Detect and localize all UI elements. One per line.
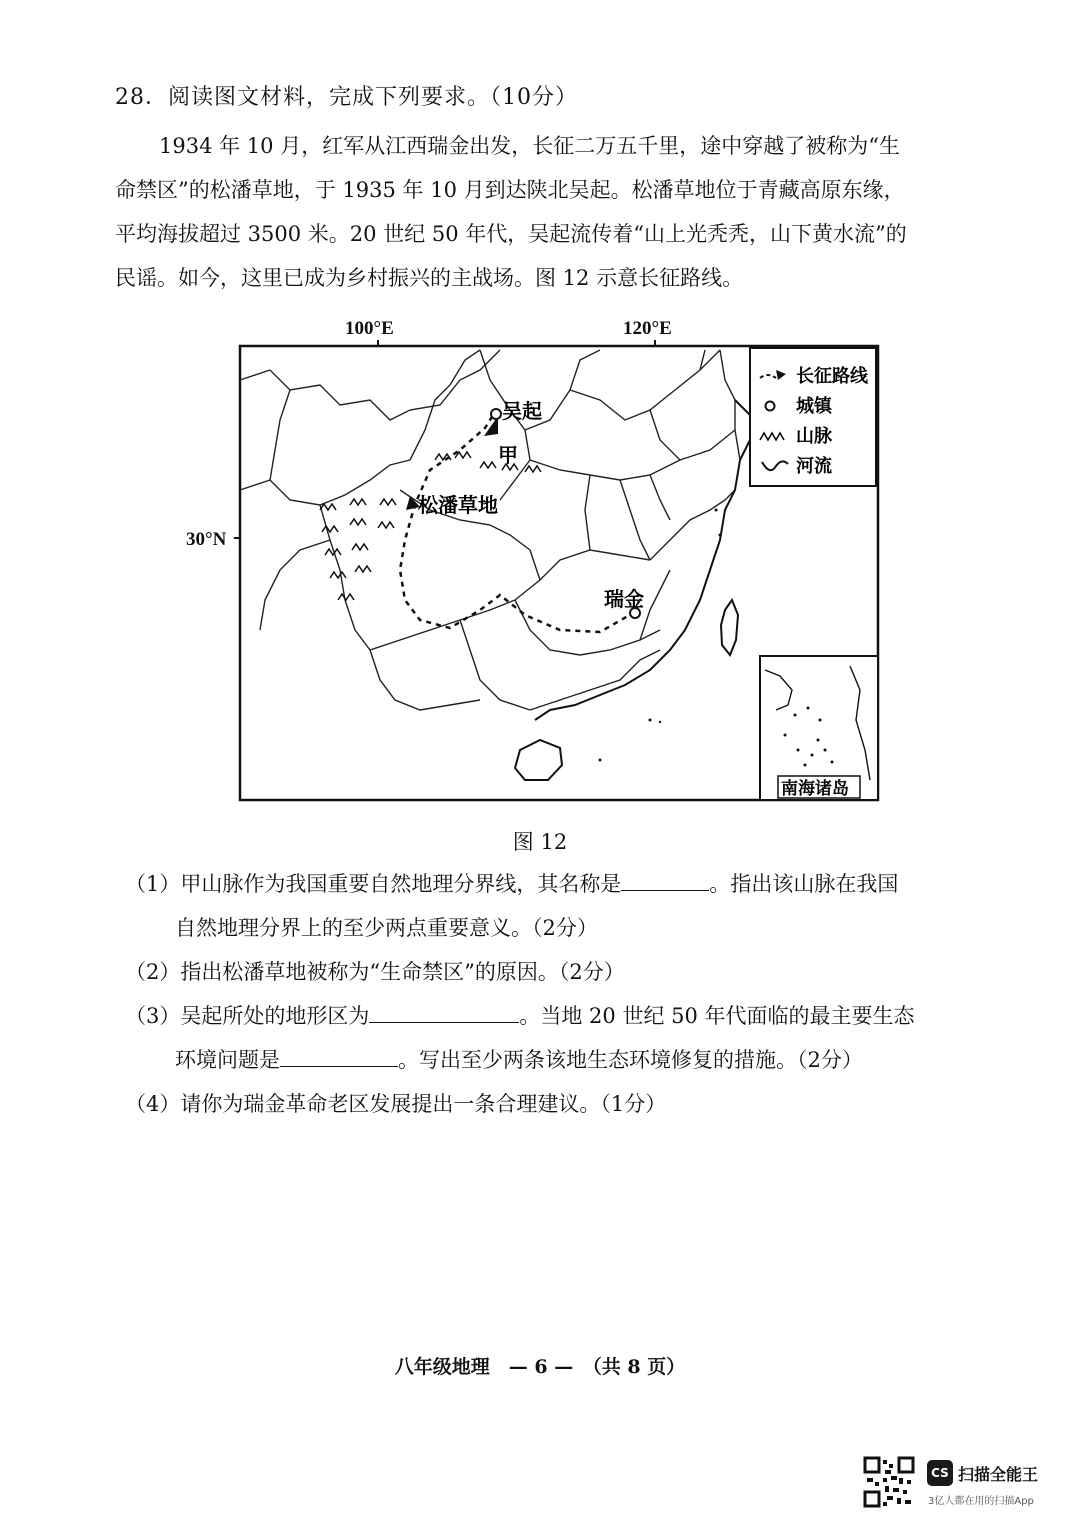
- question-3-text-c: 环境问题是: [175, 1048, 280, 1072]
- question-1-text-b: 。指出该山脉在我国: [709, 872, 899, 896]
- question-3-text-a: （3）吴起所处的地形区为: [125, 1004, 370, 1028]
- legend-label-mountain: 山脉: [796, 426, 832, 447]
- question-4: （4）请你为瑞金革命老区发展提出一条合理建议。（1分）: [125, 1092, 667, 1116]
- figure-caption: 图 12: [512, 830, 568, 854]
- answer-blank-3b[interactable]: [280, 1044, 398, 1067]
- question-1-text-a: （1）甲山脉作为我国重要自然地理分界线，其名称是: [125, 872, 622, 896]
- inset-label: 南海诸岛: [781, 779, 849, 799]
- question-3: [125, 994, 965, 1038]
- long-march-map: [180, 310, 900, 810]
- longitude-label-120: 120°E: [623, 318, 672, 339]
- latitude-label-30: 30°N: [186, 529, 227, 550]
- south-china-sea-inset: [760, 656, 878, 800]
- sub-questions: [125, 862, 965, 1126]
- material-line-4: 民谣。如今，这里已成为乡村振兴的主战场。图 12 示意长征路线。: [115, 266, 744, 290]
- material-line-2: 命禁区”的松潘草地，于 1935 年 10 月到达陕北吴起。松潘草地位于青藏高原东缘，: [115, 178, 905, 202]
- question-3-continued: [125, 1038, 965, 1082]
- question-1-continued: 自然地理分界上的至少两点重要意义。（2分）: [175, 916, 598, 940]
- question-2: （2）指出松潘草地被称为“生命禁区”的原因。（2分）: [125, 960, 625, 984]
- camscanner-logo: CS: [927, 1460, 953, 1486]
- place-label-wuqi: 吴起: [502, 399, 542, 423]
- material-paragraph: [115, 124, 955, 300]
- page-footer: 八年级地理 — 6 — （共 8 页）: [394, 1356, 686, 1378]
- town-circle-icon: [766, 402, 775, 411]
- material-line-1: 1934 年 10 月，红军从江西瑞金出发，长征二万五千里，途中穿越了被称为“生: [159, 134, 900, 158]
- qr-code-icon: [863, 1456, 915, 1508]
- question-3-text-b: 。当地 20 世纪 50 年代面临的最主要生态: [519, 1004, 915, 1028]
- legend-label-town: 城镇: [796, 396, 832, 417]
- camscanner-name: 扫描全能王: [958, 1465, 1039, 1484]
- camscanner-slogan: 3亿人都在用的扫描App: [928, 1496, 1034, 1507]
- map-legend: [750, 348, 876, 486]
- town-circle-icon: [491, 409, 501, 419]
- question-title: 28．阅读图文材料，完成下列要求。（10分）: [115, 85, 578, 110]
- place-label-jia: 甲: [498, 443, 518, 467]
- answer-blank-3a[interactable]: [369, 1000, 519, 1023]
- longitude-label-100: 100°E: [345, 318, 394, 339]
- legend-label-river: 河流: [796, 456, 832, 477]
- answer-blank-1[interactable]: [621, 868, 709, 891]
- material-line-3: 平均海拔超过 3500 米。20 世纪 50 年代，吴起流传着“山上光秃秃，山下黄水流”的: [115, 222, 907, 246]
- legend-label-route: 长征路线: [796, 366, 868, 387]
- place-label-songpan: 松潘草地: [418, 493, 498, 517]
- question-1: [125, 862, 965, 906]
- place-label-ruijin: 瑞金: [604, 587, 644, 611]
- question-3-text-d: 。写出至少两条该地生态环境修复的措施。（2分）: [398, 1048, 863, 1072]
